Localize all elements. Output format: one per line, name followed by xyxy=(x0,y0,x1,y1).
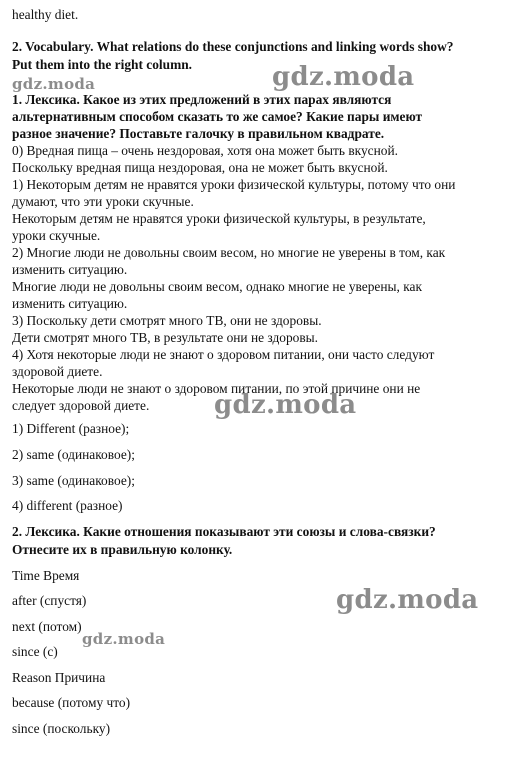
watermark-large-middle: gdz.moda xyxy=(214,390,357,420)
pair-line: Многие люди не довольны своим весом, однако многие не уверены, как xyxy=(12,279,422,294)
column-item: since (поскольку) xyxy=(12,721,111,736)
column-item: after (спустя) xyxy=(12,593,87,608)
answer-line: 1) Different (разное); xyxy=(12,421,130,436)
task1-ru-title-line-2: альтернативным способом сказать то же самое? Какие пары имеют xyxy=(12,109,423,124)
answer-line: 4) different (разное) xyxy=(12,498,123,513)
pair-line: 1) Некоторым детям не нравятся уроки физической культуры, потому что они xyxy=(12,177,456,192)
column-item: since (с) xyxy=(12,644,58,659)
pair-line: Некоторые люди не знают о здоровом питании, по этой причине они не xyxy=(12,381,421,396)
task2-ru-title-line-1: 2. Лексика. Какие отношения показывают эти союзы и слова-связки? xyxy=(12,524,436,539)
task2-en-title-line-2: Put them into the right column. xyxy=(12,57,193,72)
pair-line: изменить ситуацию. xyxy=(12,296,128,311)
intro-line: healthy diet. xyxy=(12,7,79,22)
pair-line: следует здоровой диете. xyxy=(12,398,150,413)
pair-line: 4) Хотя некоторые люди не знают о здоровом питании, они часто следуют xyxy=(12,347,435,362)
column-item: Reason Причина xyxy=(12,670,106,685)
pair-line: думают, что эти уроки скучные. xyxy=(12,194,194,209)
task2-en-title-line-1: 2. Vocabulary. What relations do these conjunctions and linking words show? xyxy=(12,39,454,54)
pair-line: Поскольку вредная пища нездоровая, она не может быть вкусной. xyxy=(12,160,388,175)
answer-line: 3) same (одинаковое); xyxy=(12,473,135,488)
pair-line: 3) Поскольку дети смотрят много ТВ, они не здоровы. xyxy=(12,313,322,328)
pair-line: Дети смотрят много ТВ, в результате они не здоровы. xyxy=(12,330,319,345)
column-item: Time Время xyxy=(12,568,80,583)
task1-ru-title-line-3: разное значение? Поставьте галочку в правильном квадрате. xyxy=(12,126,385,141)
task2-ru-title-line-2: Отнесите их в правильную колонку. xyxy=(12,542,233,557)
pair-line: 2) Многие люди не довольны своим весом, но многие не уверены в том, как xyxy=(12,245,446,260)
watermark-large-top: gdz.moda xyxy=(272,62,415,92)
column-item: because (потому что) xyxy=(12,695,131,710)
task1-ru-title-line-1: 1. Лексика. Какое из этих предложений в этих парах являются xyxy=(12,92,392,107)
watermark-small-bottom: gdz.moda xyxy=(82,630,166,648)
pair-line: уроки скучные. xyxy=(12,228,101,243)
pair-line: 0) Вредная пища – очень нездоровая, хотя она может быть вкусной. xyxy=(12,143,398,158)
pair-line: Некоторым детям не нравятся уроки физической культуры, в результате, xyxy=(12,211,426,226)
column-item: next (потом) xyxy=(12,619,82,634)
pair-line: изменить ситуацию. xyxy=(12,262,128,277)
watermark-large-bottom: gdz.moda xyxy=(336,585,479,615)
answer-line: 2) same (одинаковое); xyxy=(12,447,135,462)
watermark-small-top: gdz.moda xyxy=(12,75,96,93)
pair-line: здоровой диете. xyxy=(12,364,103,379)
